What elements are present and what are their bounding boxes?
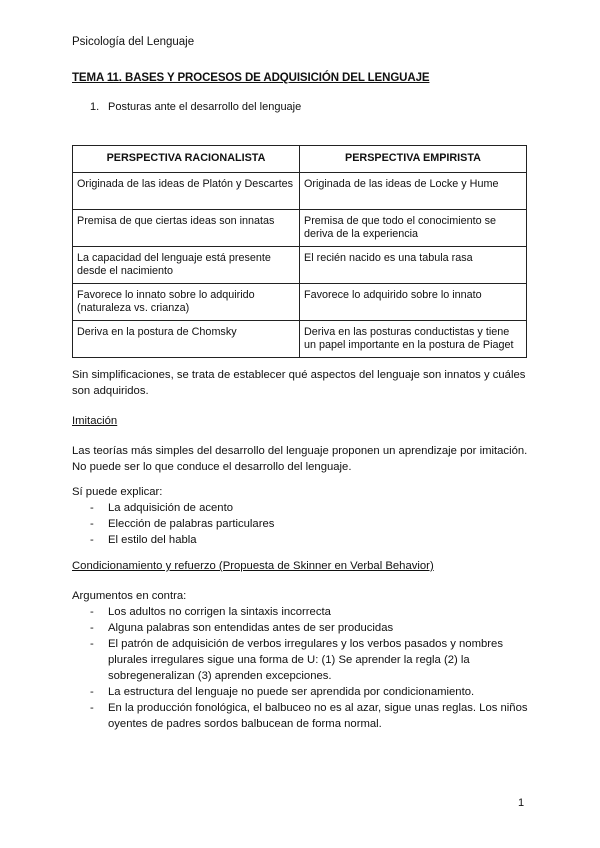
section-heading-1 [90, 101, 301, 113]
page-number: 1 [518, 797, 525, 809]
perspectives-table [72, 145, 527, 358]
header-empiricist: PERSPECTIVA EMPIRISTA [300, 146, 527, 173]
imitation-heading: Imitación [72, 415, 118, 427]
table-cell: Deriva en la postura de Chomsky [73, 321, 300, 358]
table-row [73, 210, 527, 247]
conditioning-list-intro: Argumentos en contra: [72, 590, 187, 602]
running-header: Psicología del Lenguaje [72, 36, 195, 48]
imitation-list-intro: Sí puede explicar: [72, 486, 163, 498]
list-item: - Alguna palabras son entendidas antes de ser producidas [72, 620, 542, 636]
imitation-list-block [72, 484, 542, 548]
table-header-row [73, 146, 527, 173]
list-item: - En la producción fonológica, el balbuceo no es al azar, sigue unas reglas. Los niños oyentes de padres sordos balbucean de forma normal. [72, 700, 542, 732]
imitation-list [72, 500, 542, 548]
table-cell: La capacidad del lenguaje está presente desde el nacimiento [73, 247, 300, 284]
intro-paragraph: Sin simplificaciones, se trata de establecer qué aspectos del lenguaje son innatos y cuáles son adquiridos. [72, 369, 526, 397]
table-cell: Originada de las ideas de Platón y Descartes [73, 173, 300, 210]
header-rationalist: PERSPECTIVA RACIONALISTA [73, 146, 300, 173]
conditioning-list-block [72, 588, 542, 732]
chapter-title: TEMA 11. BASES Y PROCESOS DE ADQUISICIÓN DEL LENGUAJE [72, 72, 430, 84]
table-cell: Deriva en las posturas conductistas y tiene un papel importante en la postura de Piaget [300, 321, 527, 358]
imitation-paragraph: Las teorías más simples del desarrollo del lenguaje proponen un aprendizaje por imitación. No puede ser lo que conduce el desarrollo del lenguaje. [72, 445, 528, 473]
table-cell: Favorece lo adquirido sobre lo innato [300, 284, 527, 321]
list-item: - La estructura del lenguaje no puede ser aprendida por condicionamiento. [72, 684, 542, 700]
table-row [73, 173, 527, 210]
list-item: - Los adultos no corrigen la sintaxis incorrecta [72, 604, 542, 620]
table-cell: Originada de las ideas de Locke y Hume [300, 173, 527, 210]
list-item: - Elección de palabras particulares [72, 516, 542, 532]
table-cell: El recién nacido es una tabula rasa [300, 247, 527, 284]
table-row [73, 284, 527, 321]
table-cell: Premisa de que ciertas ideas son innatas [73, 210, 300, 247]
list-item: - La adquisición de acento [72, 500, 542, 516]
table-row [73, 321, 527, 358]
section-number: 1. [90, 101, 100, 113]
list-item: - El patrón de adquisición de verbos irregulares y los verbos pasados y nombres plurales irregulares sigue una forma de U: (1) Se aprender la regla (2) la sobregeneralizan (3) aprenden excepciones. [72, 636, 542, 684]
section-text: Posturas ante el desarrollo del lenguaje [108, 101, 302, 113]
conditioning-list [72, 604, 542, 732]
list-item: - El estilo del habla [72, 532, 542, 548]
table-cell: Favorece lo innato sobre lo adquirido (naturaleza vs. crianza) [73, 284, 300, 321]
conditioning-heading: Condicionamiento y refuerzo (Propuesta de Skinner en Verbal Behavior) [72, 560, 434, 572]
table-cell: Premisa de que todo el conocimiento se deriva de la experiencia [300, 210, 527, 247]
table-row [73, 247, 527, 284]
